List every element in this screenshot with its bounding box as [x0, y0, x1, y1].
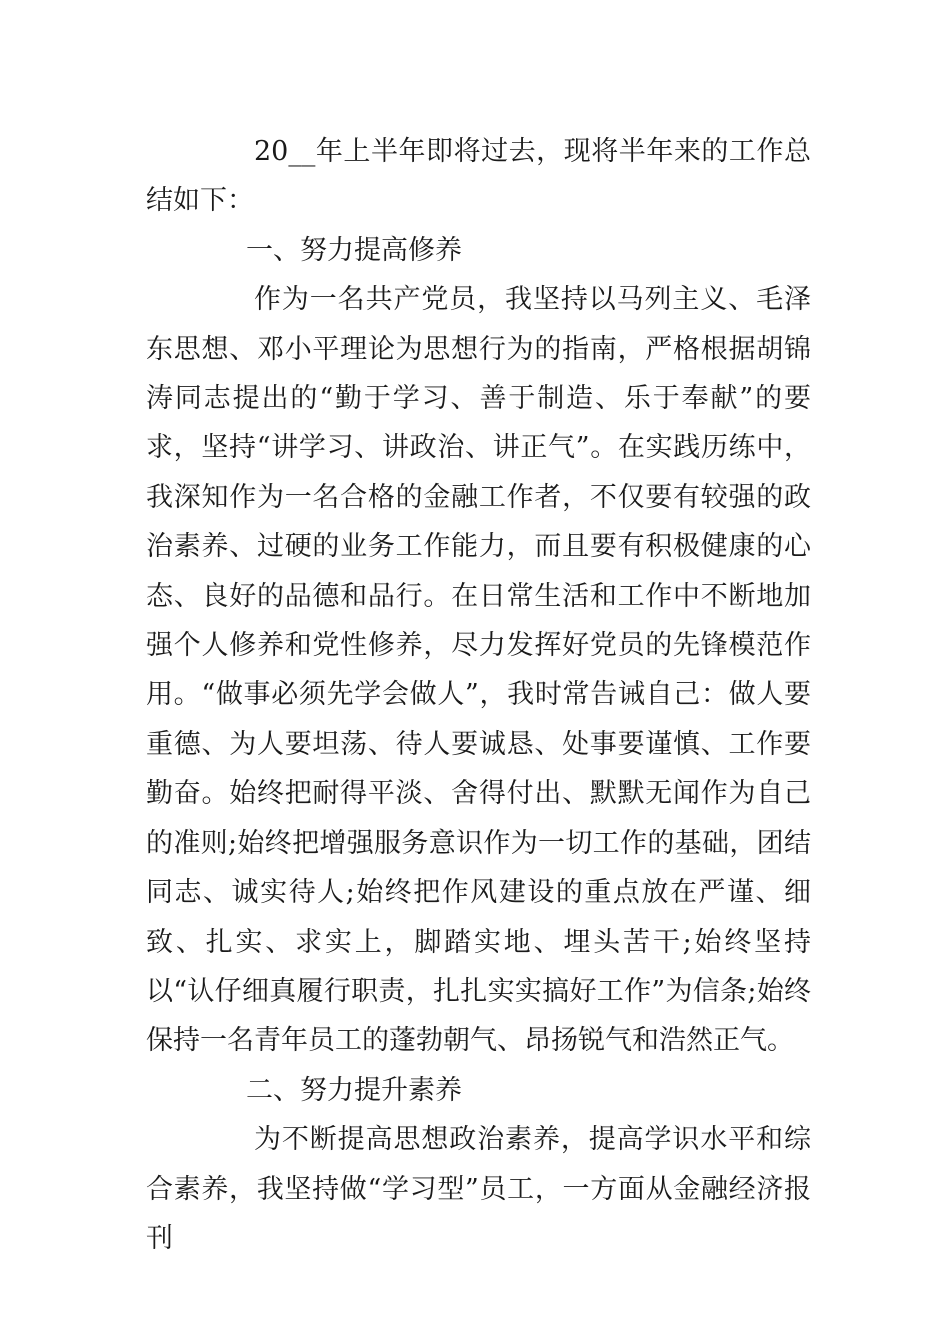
section-heading-2: 二、努力提升素养	[246, 1074, 462, 1106]
section-2-paragraph: 为不断提高思想政治素养，提高学识水平和综合素养，我坚持做“学习型”员工，一方面从金融经济报刊	[146, 1124, 811, 1254]
section-1-paragraph: 作为一名共产党员，我坚持以马列主义、毛泽东思想、邓小平理论为思想行为的指南，严格根据胡锦涛同志提出的“勤于学习、善于制造、乐于奉献”的要求，坚持“讲学习、讲政治、讲正气”。在实践历练中，我深知作为一名合格的金融工作者，不仅要有较强的政治素养、过硬的业务工作能力，而且要有积极健康的心态、良好的品德和品行。在日常生活和工作中不断地加强个人修养和党性修养，尽力发挥好党员的先锋模范作用。“做事必须先学会做人”，我时常告诫自己：做人要重德、为人要坦荡、待人要诚恳、处事要谨慎、工作要勤奋。始终把耐得平淡、舍得付出、默默无闻作为自己的准则;始终把增强服务意识作为一切工作的基础，团结同志、诚实待人;始终把作风建设的重点放在严谨、细致、扎实、求实上，脚踏实地、埋头苦干;始终坚持以“认仔细真履行职责，扎扎实实搞好工作”为信条;始终保持一名青年员工的蓬勃朝气、昂扬锐气和浩然正气。	[146, 284, 811, 1057]
intro-paragraph: 20__年上半年即将过去，现将半年来的工作总结如下：	[146, 136, 811, 217]
section-heading-1: 一、努力提高修养	[246, 234, 462, 266]
document-body	[146, 127, 811, 1263]
